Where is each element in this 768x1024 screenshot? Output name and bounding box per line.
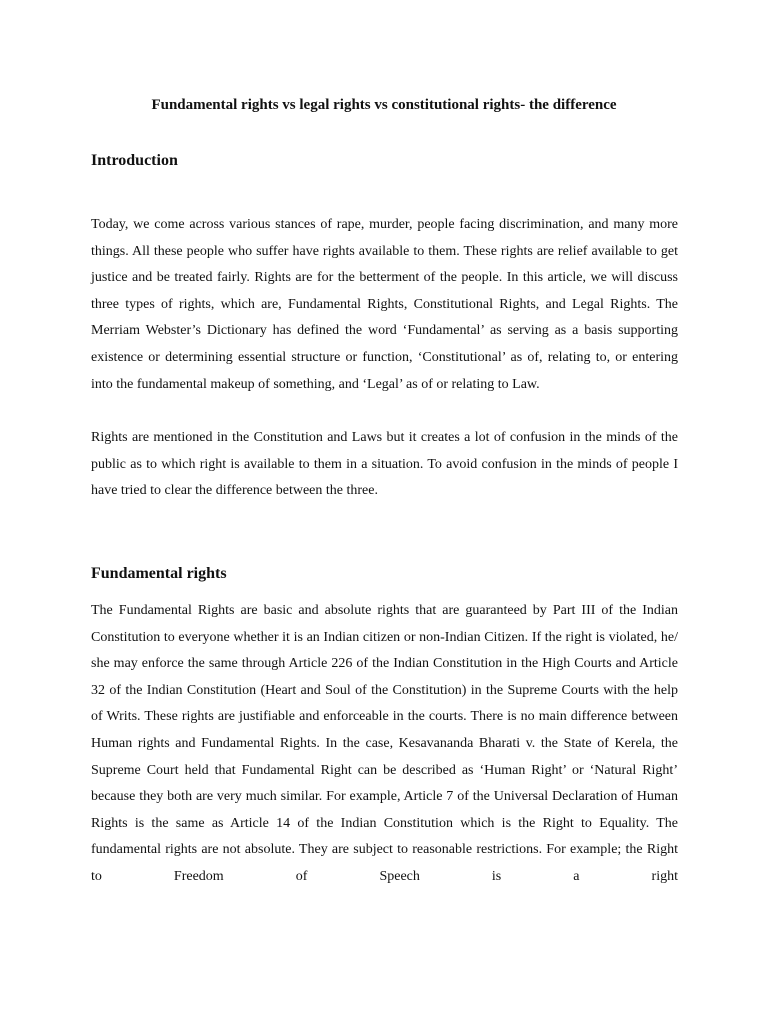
fundamental-rights-paragraph: The Fundamental Rights are basic and absolute rights that are guaranteed by Part III of the Indian Constitution to everyone whether it is an Indian citizen or non-Indian Citizen. If the right is violated, he/ she may enforce the same through Article 226 of the Indian Constitution in the High Courts and Article 32 of the Indian Constitution (Heart and Soul of the Constitution) in the Supreme Courts with the help of Writs. These rights are justifiable and enforceable in the courts. There is no main difference between Human rights and Fundamental Rights. In the case, Kesavananda Bharati v. the State of Kerela, the Supreme Court held that Fundamental Right can be described as ‘Human Right’ or ‘Natural Right’ because they both are very much similar. For example, Article 7 of the Universal Declaration of Human Rights is the same as Article 14 of the Indian Constitution which is the Right to Equality. The fundamental rights are not absolute. They are subject to reasonable restrictions. For example; the Right to Freedom of Speech is a right: [91, 603, 678, 884]
section-heading-introduction: Introduction: [91, 152, 178, 169]
introduction-paragraph: Today, we come across various stances of rape, murder, people facing discrimination, and many more things. All these people who suffer have rights available to them. These rights are relief available to get justice and be treated fairly. Rights are for the betterment of the people. In this article, we will discuss three types of rights, which are, Fundamental Rights, Constitutional Rights, and Legal Rights. The Merriam Webster’s Dictionary has defined the word ‘Fundamental’ as serving as a basis supporting existence or determining essential structure or function, ‘Constitutional’ as of, relating to, or entering into the fundamental makeup of something, and ‘Legal’ as of or relating to Law.: [91, 217, 678, 392]
document-title: Fundamental rights vs legal rights vs constitutional rights- the difference: [151, 97, 617, 113]
introduction-paragraph: Rights are mentioned in the Constitution and Laws but it creates a lot of confusion in the minds of the public as to which right is available to them in a situation. To avoid confusion in the minds of people I have tried to clear the difference between the three.: [91, 430, 678, 499]
section-heading-fundamental-rights: Fundamental rights: [91, 565, 227, 582]
